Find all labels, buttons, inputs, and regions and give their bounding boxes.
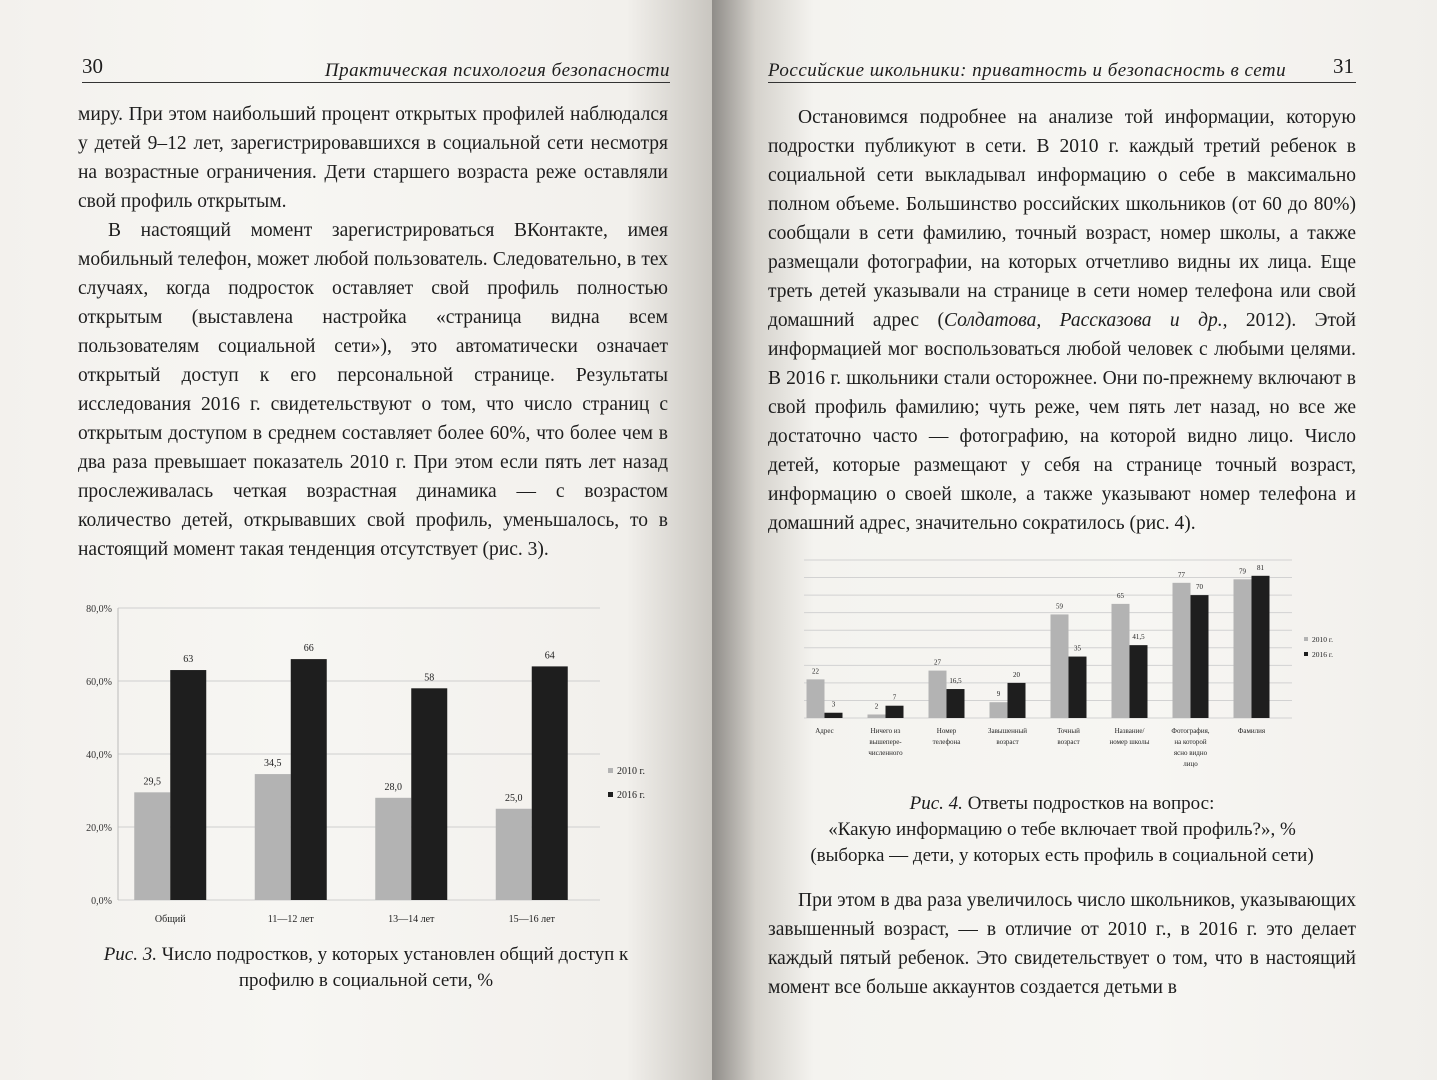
bar-2010: [807, 679, 825, 718]
data-label: 28,0: [384, 781, 402, 793]
figure-4-caption-line-2: «Какую информацию о тебе включает твой профиль?», %: [828, 819, 1296, 840]
running-head-left: [82, 52, 670, 83]
x-tick-label: 15—16 лет: [508, 914, 555, 925]
x-tick-label-line: возраст: [996, 738, 1019, 746]
bar-2016: [532, 666, 568, 900]
bar-2010: [1051, 614, 1069, 718]
x-tick-label-line: Ничего из: [870, 727, 901, 735]
data-label: 27: [934, 658, 941, 667]
running-title-right: Российские школьники: приватность и безопасность в сети: [768, 60, 1287, 81]
data-label: 41,5: [1132, 633, 1145, 642]
data-label: 34,5: [264, 758, 282, 770]
bar-2016: [886, 706, 904, 718]
bar-2016: [1252, 576, 1270, 718]
x-tick-label-line: на которой: [1174, 738, 1207, 746]
x-tick-label: [1110, 727, 1150, 746]
right-page: [712, 0, 1437, 1080]
x-tick-label-line: телефона: [932, 738, 961, 746]
bar-2016: [1130, 645, 1148, 718]
left-body-text: [78, 100, 668, 564]
x-tick-label: Общий: [154, 914, 186, 925]
x-tick-label-line: Фамилия: [1237, 727, 1266, 735]
figure-4-caption-line-3: (выборка — дети, у которых есть профиль в социальной сети): [810, 845, 1314, 866]
bar-2016: [1069, 657, 1087, 718]
bar-2010: [990, 702, 1008, 718]
right-paragraph-2: При этом в два раза увеличилось число школьников, указывающих завышенный возраст, — в отличие от 2010 г., в 2016 г. это делает каждый пятый ребенок. Это свидетельствует о том, что в настоящий момент все больше аккаунтов создается детьми в: [768, 890, 1356, 998]
bar-2010: [1173, 583, 1191, 718]
data-label: 77: [1178, 570, 1185, 579]
figure-4-caption: [782, 791, 1342, 869]
x-tick-label: [1238, 727, 1266, 735]
x-tick-label-line: Завышенный: [987, 727, 1028, 735]
data-label: 58: [424, 672, 435, 684]
x-tick-label-line: Название/: [1114, 727, 1145, 735]
legend-swatch: [1304, 652, 1308, 656]
x-tick-label: 13—14 лет: [388, 914, 435, 925]
x-tick-label-line: возраст: [1057, 738, 1080, 746]
x-tick-label-line: Адрес: [815, 727, 834, 735]
bar-2010: [496, 809, 532, 900]
legend-label: 2016 г.: [617, 790, 645, 801]
y-tick-label: 0,0%: [91, 896, 112, 907]
figure-3-chart: [70, 596, 690, 936]
left-page: [0, 0, 712, 1080]
data-label: 59: [1056, 602, 1063, 611]
figure-4-caption-line-1: Ответы подростков на вопрос:: [962, 793, 1215, 814]
figure-3-caption: [82, 942, 650, 994]
data-label: 20: [1013, 670, 1020, 679]
x-tick-label-line: Точный: [1057, 727, 1080, 735]
legend-swatch: [608, 792, 613, 797]
left-paragraph-2: В настоящий момент зарегистрироваться ВКонтакте, имея мобильный телефон, может любой пользователь. Следовательно, в тех случаях, когда подросток оставляет свой профиль полностью открытым (выставлена настройка «страница видна всем пользователям социальной сети»), это автоматически означает открытый доступ к его персональной странице. Результаты исследования 2016 г. свидетельствуют о том, что число страниц с открытым доступом в среднем составляет более 60%, что более чем в два раза превышает показатель 2010 г. При этом если пять лет назад прослеживалась четкая возрастная динамика — с возрастом количество детей, открывавших свой профиль, уменьшалось, то в настоящий момент такая тенденция отсутствует (рис. 3).: [78, 220, 668, 560]
bar-2016: [825, 713, 843, 718]
data-label: 2: [874, 702, 879, 711]
citation: Солдатова, Рассказова и др.: [943, 310, 1223, 331]
x-tick-label-line: численного: [868, 749, 903, 757]
data-label: 64: [544, 650, 555, 662]
data-label: 70: [1196, 583, 1203, 592]
legend-label: 2016 г.: [1312, 650, 1333, 659]
page-number-right: 31: [1333, 54, 1354, 78]
data-label: 81: [1257, 563, 1264, 572]
data-label: 29,5: [143, 776, 161, 788]
running-head-right: [768, 52, 1356, 83]
x-tick-label-line: Номер: [936, 727, 957, 735]
data-label: 9: [996, 690, 1001, 699]
x-tick-label: 11—12 лет: [267, 914, 314, 925]
running-title-left: Практическая психология безопасности: [324, 60, 670, 81]
bar-2010: [375, 798, 411, 900]
bar-2010: [1234, 579, 1252, 718]
x-tick-label: [868, 727, 903, 757]
x-tick-label-line: Фотография,: [1171, 727, 1210, 735]
x-tick-label-line: вышепере-: [869, 738, 902, 746]
right-paragraph-1-text: Остановимся подробнее на анализе той информации, которую подростки публикуют в сети. В 2010 г. каждый третий ребенок в социальной сети выкладывал информацию о себе в максимально полном объеме. Большинство российских школьников (от 60 до 80%) сообщали в сети фамилию, точный возраст, номер школы, а также размещали фотографии, на которых отчетливо видны их лица. Еще треть детей указывали на странице в сети номер телефона или свой домашний адрес (: [768, 107, 1356, 331]
x-tick-label: [988, 727, 1027, 746]
bar-2010: [868, 714, 886, 718]
legend-label: 2010 г.: [617, 766, 645, 777]
bar-2016: [947, 689, 965, 718]
data-label: 22: [812, 667, 819, 676]
x-tick-label-line: ясно видно: [1173, 749, 1208, 757]
right-paragraph-1: [768, 103, 1356, 538]
y-tick-label: 20,0%: [86, 823, 112, 834]
bar-2010: [1112, 604, 1130, 718]
bar-2016: [291, 659, 327, 900]
data-label: 3: [831, 700, 836, 709]
y-tick-label: 60,0%: [86, 677, 112, 688]
right-paragraph-1-tail: , 2012). Этой информацией мог воспользоваться любой человек с любыми целями. В 2016 г. школьники стали осторожнее. Они по-прежнему включают в свой профиль фамилию; чуть реже, чем пять лет назад, но все же достаточно часто — фотографию, на которой видно лицо. Число детей, которые размещают у себя на странице точный возраст, информацию о своей школе, а также указывают номер телефона и домашний адрес, значительно сократилось (рис. 4).: [768, 310, 1356, 534]
x-tick-label: [815, 727, 834, 735]
data-label: 63: [183, 654, 194, 666]
bar-2016: [1191, 595, 1209, 718]
bar-2016: [411, 688, 447, 900]
bar-2010: [134, 792, 170, 900]
bar-2010: [255, 774, 291, 900]
figure-4-label: Рис. 4.: [909, 793, 963, 814]
data-label: 16,5: [949, 677, 962, 686]
left-paragraph-1: миру. При этом наибольший процент открытых профилей наблюдался у детей 9–12 лет, зарегистрировавшихся в социальной сети несмотря на возрастные ограничения. Дети старшего возраста реже оставляли свой профиль открытым.: [78, 104, 668, 212]
figure-4-chart: [782, 552, 1372, 782]
bar-2016: [1008, 683, 1026, 718]
right-body-text-2: [768, 886, 1356, 1002]
data-label: 65: [1117, 591, 1124, 600]
page-number-left: 30: [82, 54, 103, 78]
legend-swatch: [608, 768, 613, 773]
x-tick-label: [1057, 727, 1080, 746]
bar-2016: [170, 670, 206, 900]
right-body-text: [768, 103, 1356, 538]
x-tick-label: [1171, 727, 1209, 768]
x-tick-label-line: лицо: [1183, 760, 1198, 768]
figure-3-label: Рис. 3.: [103, 944, 157, 965]
y-tick-label: 40,0%: [86, 750, 112, 761]
data-label: 79: [1239, 567, 1246, 576]
figure-3-caption-text: Число подростков, у которых установлен общий доступ к профилю в социальной сети, %: [157, 944, 629, 991]
data-label: 66: [303, 643, 314, 655]
y-tick-label: 80,0%: [86, 604, 112, 615]
data-label: 7: [892, 693, 897, 702]
data-label: 35: [1074, 644, 1081, 653]
x-tick-label: [933, 727, 962, 746]
x-tick-label-line: номер школы: [1109, 738, 1150, 746]
data-label: 25,0: [505, 792, 523, 804]
legend-label: 2010 г.: [1312, 635, 1333, 644]
bar-2010: [929, 671, 947, 718]
legend-swatch: [1304, 637, 1308, 641]
